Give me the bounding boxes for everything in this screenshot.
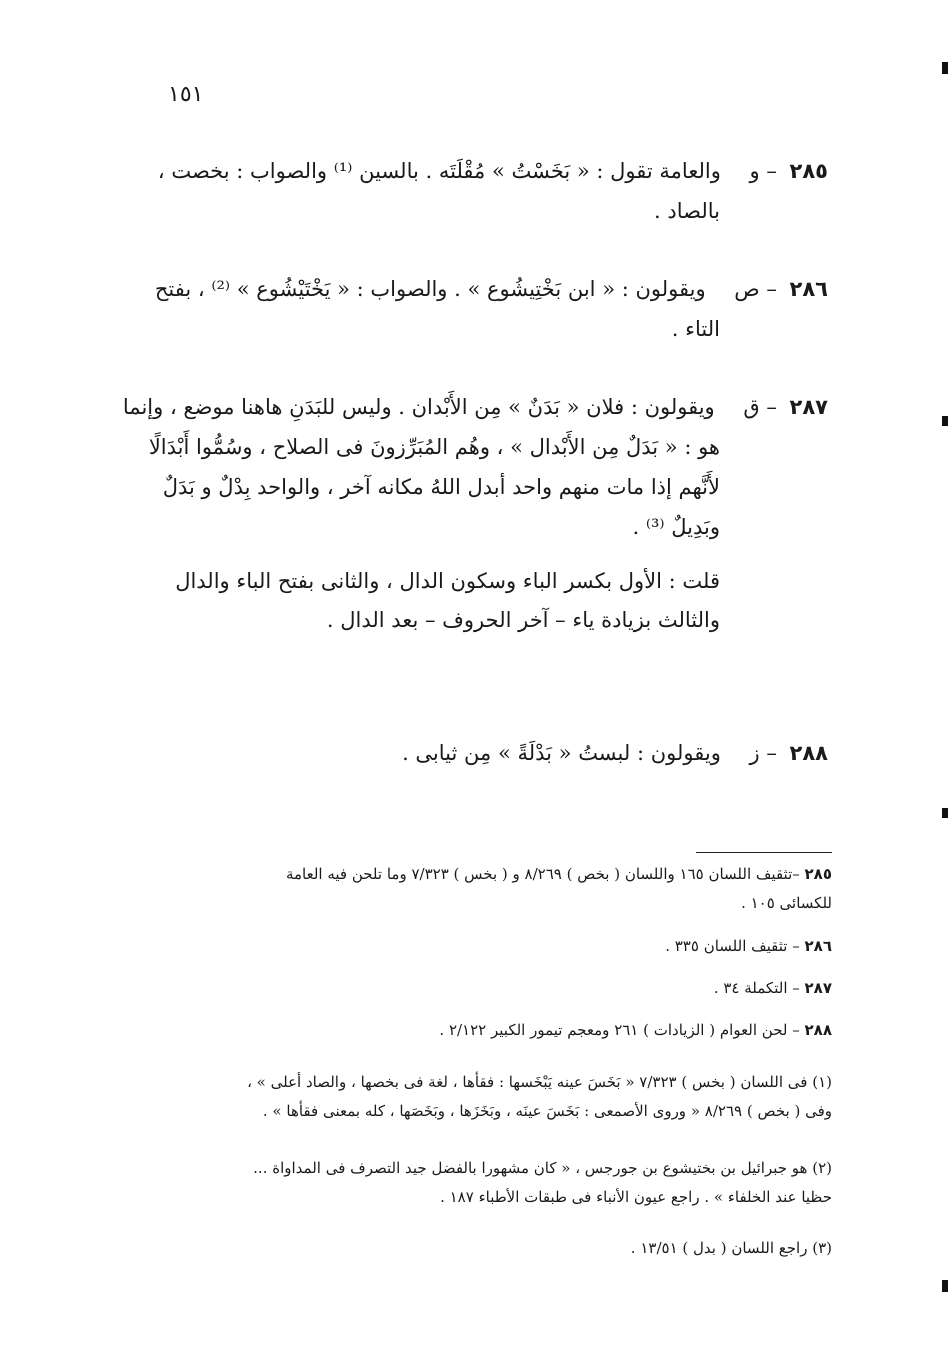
- source-ref-287: [714, 974, 832, 1003]
- footnote-text: حظيا عند الخلفاء » . راجع عيون الأنباء فى طبقات الأطباء ١٨٧ .: [440, 1187, 832, 1206]
- footnote-text: (٢) هو جبرائيل بن بختيشوع بن جورجس ، « كان مشهورا بالفضل جيد التصرف فى المداواة ...: [253, 1159, 832, 1177]
- entry-number: ٢٨٧: [789, 395, 828, 419]
- source-ref-text: للكسائى ١٠٥ .: [741, 893, 832, 912]
- scan-edge-mark: [942, 62, 948, 74]
- footnote-text: وفى ( بخص ) ٨/٢٦٩ « وروى الأصمعى : بَخَسَ عينَه ، وبَخَزَها ، وبَخَصَها ، كله بمعنى فقأها » .: [262, 1101, 832, 1120]
- page-number: ١٥١: [168, 82, 204, 107]
- entry-text-line: التاء .: [671, 316, 720, 341]
- entry-source-letter: – ق: [743, 395, 777, 419]
- source-ref-number: ٢٨٨: [804, 1021, 832, 1039]
- source-ref-text: –تثقيف اللسان ١٦٥ واللسان ( بخص ) ٨/٢٦٩ و ( بخس ) ٧/٣٢٣ وما تلحن فيه العامة: [285, 865, 800, 883]
- entry-source-letter: – و: [749, 159, 777, 183]
- entry-text-line: ويقولون : فلان « بَدَنٌ » مِن الأَبْدان . وليس للبَدَنِ هاهنا موضع ، وإنما: [122, 395, 715, 419]
- entry-text-line: لأَنَّهم إذا مات منهم واحد أبدل اللهُ مكانه آخر ، والواحد بِدْلٌ و بَدَلٌ: [162, 474, 720, 499]
- footnote-separator-rule: [696, 852, 832, 853]
- entry-number: ٢٨٨: [789, 741, 828, 765]
- entry-source-letter: – ز: [749, 741, 777, 765]
- footnote-text: (٣) راجع اللسان ( بدل ) ١٣/٥١ .: [630, 1239, 832, 1257]
- scan-edge-mark: [942, 1280, 948, 1292]
- footnote-1: [247, 1068, 832, 1125]
- entry-285: [138, 152, 828, 232]
- entry-comment-line: قلت : الأول بكسر الباء وسكون الدال ، والثانى بفتح الباء والدال: [175, 568, 720, 593]
- entry-text-line: وبَدِيلٌ ⁽³⁾ .: [632, 514, 720, 539]
- source-ref-text: – لحن العوام ( الزيادات ) ٢٦١ ومعجم تيمور الكبير ٢/١٢٢ .: [439, 1021, 800, 1039]
- source-ref-number: ٢٨٧: [804, 979, 832, 997]
- entry-source-letter: – ص: [734, 277, 777, 301]
- entry-text-line: هو : « بَدَلٌ مِن الأَبْدال » ، وهُم المُبَرِّزونَ فى الصلاح ، وسُمُّوا أَبْدَالًا: [148, 434, 720, 459]
- entry-number: ٢٨٦: [789, 277, 828, 301]
- source-ref-285: [136, 860, 832, 917]
- entry-287: [122, 388, 828, 641]
- scan-edge-mark: [942, 416, 948, 426]
- entry-286: [138, 270, 828, 350]
- footnote-text: (١) فى اللسان ( بخس ) ٧/٣٢٣ « بَخَسَ عينه يَبْخَسها : فقأها ، لغة فى بخصها ، والصاد أعلى » ،: [247, 1073, 832, 1091]
- entry-text-line: ويقولون : « ابن بَخْتِيشُوع » . والصواب : « يَخْتَيْشُوع » ⁽²⁾ ، بفتح: [154, 277, 706, 301]
- source-ref-text: – التكملة ٣٤ .: [713, 979, 800, 997]
- entry-288: [138, 734, 828, 774]
- source-ref-text: – تثقيف اللسان ٣٣٥ .: [665, 937, 800, 955]
- entry-number: ٢٨٥: [789, 159, 828, 183]
- source-ref-number: ٢٨٥: [804, 865, 832, 883]
- footnote-2: [253, 1154, 832, 1211]
- source-ref-288: [439, 1016, 832, 1045]
- source-ref-286: [665, 932, 832, 961]
- source-ref-number: ٢٨٦: [804, 937, 832, 955]
- entry-text-line: والعامة تقول : « بَخَسْتُ » مُقْلَتَه . بالسين ⁽¹⁾ والصواب : بخصت ،: [157, 159, 721, 183]
- footnote-3: [631, 1234, 832, 1263]
- entry-comment-line: والثالث بزيادة ياء – آخر الحروف – بعد الدال .: [326, 608, 720, 633]
- scan-edge-mark: [942, 808, 948, 818]
- entry-text-line: بالصاد .: [654, 198, 720, 223]
- entry-text-line: ويقولون : لبستُ « بَدْلَةً » مِن ثيابى .: [402, 741, 721, 765]
